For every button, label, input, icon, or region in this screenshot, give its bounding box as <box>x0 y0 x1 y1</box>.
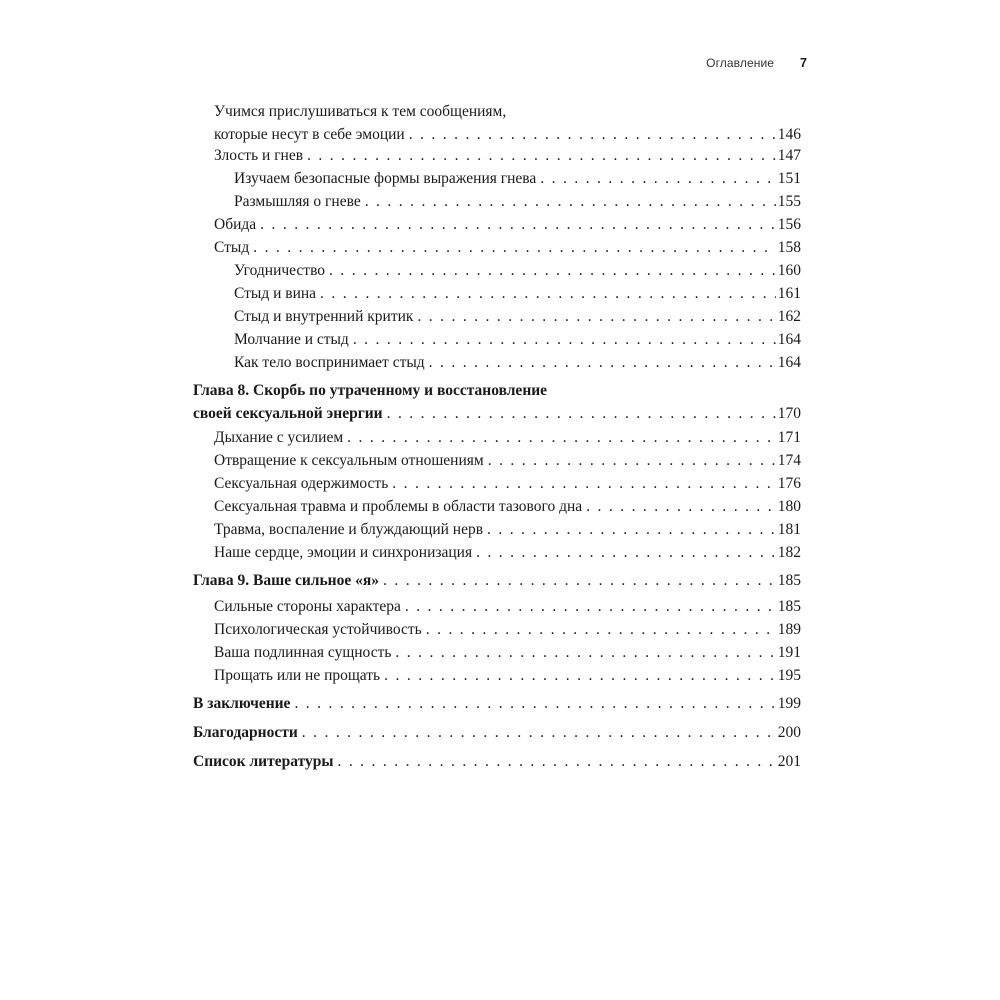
dot-leader <box>325 259 776 282</box>
dot-leader <box>383 402 776 425</box>
dot-leader <box>333 750 775 773</box>
toc-chapter[interactable] <box>193 692 801 715</box>
toc-chapter[interactable] <box>193 721 801 744</box>
toc-entry-title: Сексуальная травма и проблемы в области тазового дна <box>214 498 583 515</box>
toc-entry-title: Психологическая устойчивость <box>214 621 422 638</box>
toc-entry-page: 195 <box>777 667 801 684</box>
toc-chapter[interactable] <box>193 750 801 773</box>
dot-leader <box>249 236 776 259</box>
toc-entry[interactable] <box>214 213 801 236</box>
toc-chapter-page: 201 <box>777 753 801 770</box>
dot-leader <box>413 305 775 328</box>
dot-leader <box>536 167 775 190</box>
toc-chapter-title: Благодарности <box>193 724 298 741</box>
toc-entry-page: 164 <box>777 331 801 348</box>
toc-entry-page: 156 <box>777 216 801 233</box>
dot-leader <box>422 618 776 641</box>
toc-entry-title: Травма, воспаление и блуждающий нерв <box>214 521 484 538</box>
toc-entry-title: Дыхание с усилием <box>214 429 344 446</box>
toc-entry[interactable] <box>214 426 801 449</box>
toc-entry-title: Прощать или не прощать <box>214 667 381 684</box>
dot-leader <box>349 328 776 351</box>
toc-entry-page: 162 <box>777 308 801 325</box>
dot-leader <box>472 541 776 564</box>
toc-entry[interactable] <box>214 449 801 472</box>
toc-entry[interactable] <box>214 144 801 167</box>
toc-chapter-title: Список литературы <box>193 753 334 770</box>
toc-chapter[interactable] <box>193 379 801 425</box>
toc-entry[interactable] <box>214 236 801 259</box>
toc-entry[interactable] <box>214 100 801 146</box>
toc-entry[interactable] <box>214 495 801 518</box>
toc-entry-title: Изучаем безопасные формы выражения гнева <box>234 170 537 187</box>
dot-leader <box>343 426 776 449</box>
toc-entry-title: Размышляя о гневе <box>234 193 361 210</box>
toc-entry-title: Обида <box>214 216 257 233</box>
toc-chapter-page: 199 <box>777 695 801 712</box>
dot-leader <box>484 449 776 472</box>
dot-leader <box>316 282 776 305</box>
toc-entry-page: 161 <box>777 285 801 302</box>
toc-entry[interactable] <box>234 190 801 213</box>
toc-chapter-title: своей сексуальной энергии <box>193 405 383 422</box>
toc-entry[interactable] <box>234 351 801 374</box>
toc-chapter-title-line1: Глава 8. Скорбь по утраченному и восстановление <box>193 382 548 399</box>
dot-leader <box>405 123 776 146</box>
toc-entry[interactable] <box>214 595 801 618</box>
toc-entry-page: 181 <box>777 521 801 538</box>
dot-leader <box>290 692 775 715</box>
toc-entry-title: Отвращение к сексуальным отношениям <box>214 452 484 469</box>
toc-entry[interactable] <box>214 664 801 687</box>
toc-entry-page: 180 <box>777 498 801 515</box>
dot-leader <box>361 190 776 213</box>
toc-entry-title: которые несут в себе эмоции <box>214 126 405 143</box>
toc-entry[interactable] <box>234 167 801 190</box>
toc-entry[interactable] <box>234 305 801 328</box>
toc-entry[interactable] <box>214 641 801 664</box>
toc-entry[interactable] <box>214 518 801 541</box>
toc-entry-title: Наше сердце, эмоции и синхронизация <box>214 544 473 561</box>
toc-entry[interactable] <box>234 259 801 282</box>
dot-leader <box>582 495 776 518</box>
dot-leader <box>391 641 775 664</box>
dot-leader <box>298 721 776 744</box>
dot-leader <box>380 664 776 687</box>
toc-entry-page: 160 <box>777 262 801 279</box>
toc-entry-title: Стыд <box>214 239 250 256</box>
toc-entry-page: 158 <box>777 239 801 256</box>
toc-entry-title: Молчание и стыд <box>234 331 349 348</box>
toc-chapter-page: 170 <box>777 405 801 422</box>
toc-entry-title: Ваша подлинная сущность <box>214 644 392 661</box>
running-head <box>706 56 807 70</box>
toc-entry-title: Угодничество <box>234 262 326 279</box>
toc-chapter-title: Глава 9. Ваше сильное «я» <box>193 572 380 589</box>
toc-entry[interactable] <box>234 328 801 351</box>
toc-entry[interactable] <box>214 618 801 641</box>
dot-leader <box>303 144 776 167</box>
toc-entry-page: 146 <box>777 126 801 143</box>
toc-chapter-title: В заключение <box>193 695 291 712</box>
toc-entry-title: Как тело воспринимает стыд <box>234 354 425 371</box>
dot-leader <box>483 518 776 541</box>
toc-entry-page: 191 <box>777 644 801 661</box>
running-head-title: Оглавление <box>706 56 775 70</box>
dot-leader <box>379 569 776 592</box>
dot-leader <box>401 595 776 618</box>
toc-entry[interactable] <box>214 472 801 495</box>
toc-entry-page: 182 <box>777 544 801 561</box>
page-number: 7 <box>800 56 807 70</box>
toc-entry-title: Сексуальная одержимость <box>214 475 389 492</box>
toc-entry-title: Стыд и вина <box>234 285 317 302</box>
toc-entry-title: Злость и гнев <box>214 147 304 164</box>
dot-leader <box>256 213 776 236</box>
toc-entry-page: 174 <box>777 452 801 469</box>
toc-entry-title: Сильные стороны характера <box>214 598 401 615</box>
dot-leader <box>388 472 775 495</box>
toc-entry-page: 151 <box>777 170 801 187</box>
toc-entry-page: 155 <box>777 193 801 210</box>
toc-entry-page: 171 <box>777 429 801 446</box>
toc-entry-page: 164 <box>777 354 801 371</box>
toc-chapter-page: 200 <box>777 724 801 741</box>
toc-entry-page: 147 <box>777 147 801 164</box>
toc-entry-page: 189 <box>777 621 801 638</box>
toc-entry-title: Стыд и внутренний критик <box>234 308 414 325</box>
toc-entry-page: 176 <box>777 475 801 492</box>
toc-chapter[interactable] <box>193 569 801 592</box>
toc-entry[interactable] <box>234 282 801 305</box>
toc-entry-title-line1: Учимся прислушиваться к тем сообщениям, <box>214 103 507 120</box>
toc-entry[interactable] <box>214 541 801 564</box>
toc-chapter-page: 185 <box>777 572 801 589</box>
toc-entry-page: 185 <box>777 598 801 615</box>
dot-leader <box>425 351 776 374</box>
